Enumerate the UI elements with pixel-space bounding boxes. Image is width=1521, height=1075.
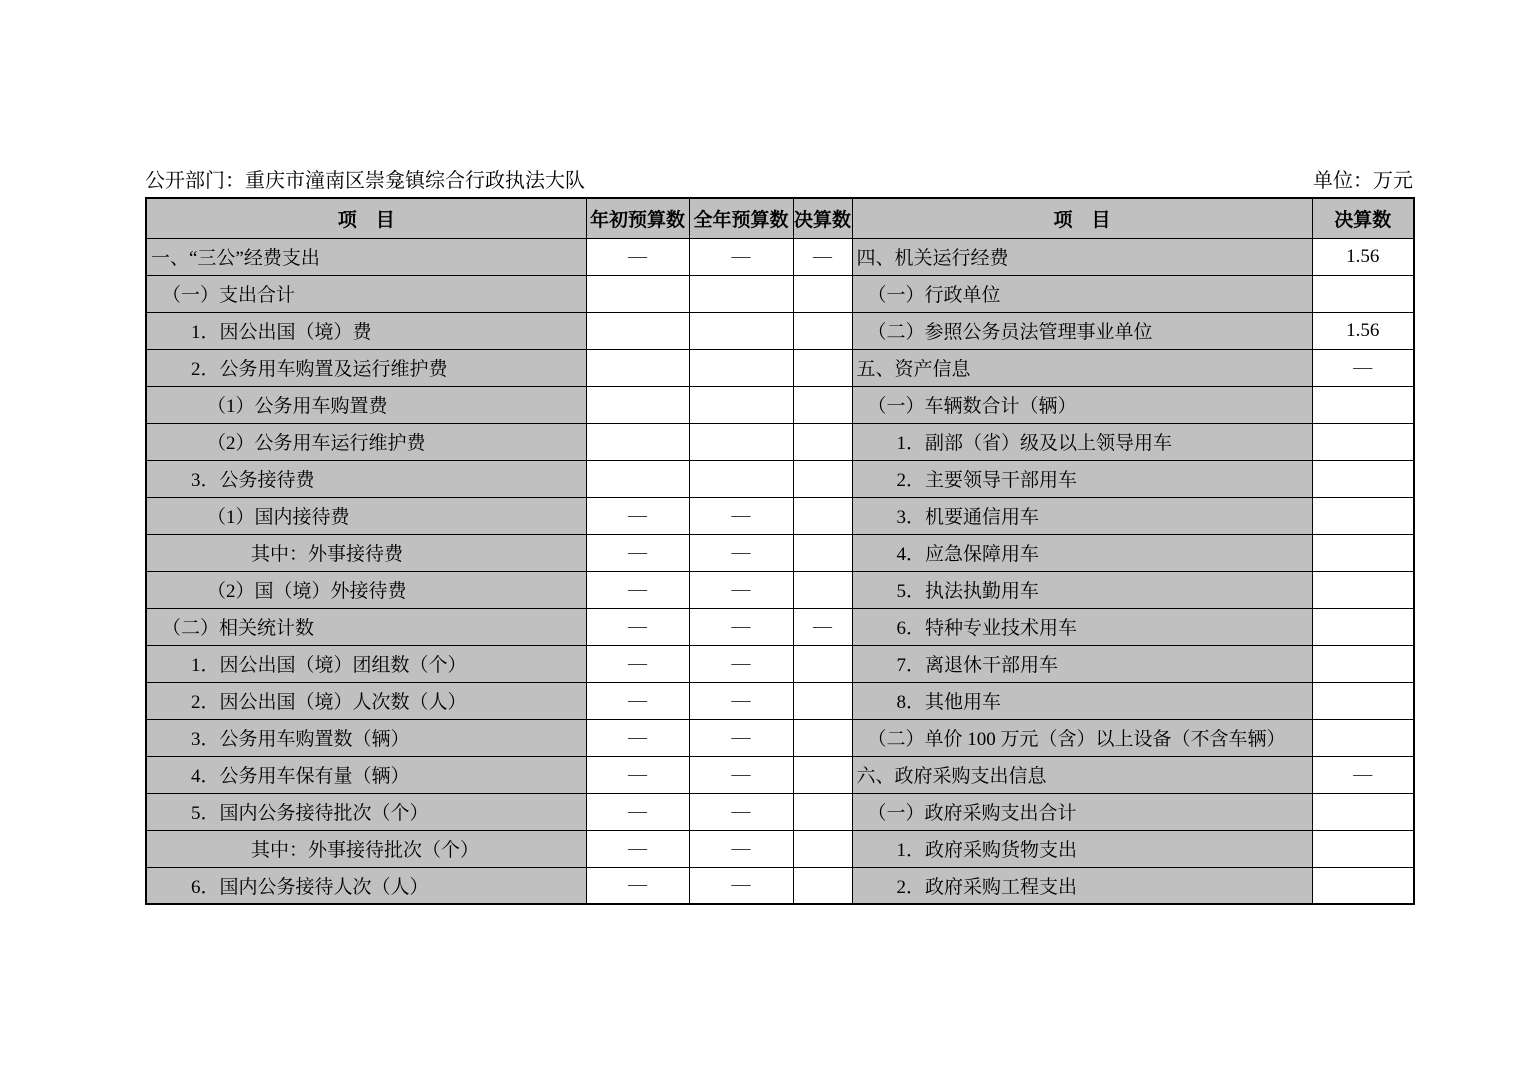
item-cell-left: 2．公务用车购置及运行维护费 (146, 349, 586, 386)
item-cell-left: （2）国（境）外接待费 (146, 571, 586, 608)
table-row (146, 719, 1414, 756)
item-cell-right: 4．应急保障用车 (852, 534, 1312, 571)
full-year-budget-cell: — (689, 830, 793, 867)
full-year-budget-cell (689, 423, 793, 460)
table-row (146, 460, 1414, 497)
item-cell-left: 3．公务接待费 (146, 460, 586, 497)
final-accounts-cell-right (1312, 867, 1414, 904)
final-accounts-cell (793, 386, 852, 423)
table-row (146, 238, 1414, 275)
final-accounts-cell (793, 719, 852, 756)
full-year-budget-cell: — (689, 645, 793, 682)
initial-budget-cell (586, 275, 689, 312)
full-year-budget-cell: — (689, 497, 793, 534)
item-cell-left: （2）公务用车运行维护费 (146, 423, 586, 460)
table-row (146, 497, 1414, 534)
final-accounts-cell-right (1312, 830, 1414, 867)
table-row (146, 534, 1414, 571)
final-accounts-cell-right (1312, 719, 1414, 756)
table-row (146, 682, 1414, 719)
initial-budget-cell (586, 460, 689, 497)
table-row (146, 608, 1414, 645)
header-row (146, 198, 1414, 238)
initial-budget-cell: — (586, 534, 689, 571)
initial-budget-cell: — (586, 756, 689, 793)
full-year-budget-cell: — (689, 719, 793, 756)
title-bar (145, 160, 1413, 194)
final-accounts-cell (793, 497, 852, 534)
item-cell-left: （1）公务用车购置费 (146, 386, 586, 423)
full-year-budget-cell: — (689, 608, 793, 645)
item-cell-left: 6．国内公务接待人次（人） (146, 867, 586, 904)
item-cell-right: （一）行政单位 (852, 275, 1312, 312)
initial-budget-cell: — (586, 238, 689, 275)
final-accounts-cell: — (793, 238, 852, 275)
unit-label: 单位：万元 (1313, 170, 1413, 192)
column-header-initial-budget: 年初预算数 (586, 198, 689, 238)
initial-budget-cell: — (586, 719, 689, 756)
final-accounts-cell-right (1312, 793, 1414, 830)
initial-budget-cell: — (586, 497, 689, 534)
table-row (146, 867, 1414, 904)
column-header-final-accounts-right: 决算数 (1312, 198, 1414, 238)
full-year-budget-cell (689, 386, 793, 423)
item-cell-right: （一）车辆数合计（辆） (852, 386, 1312, 423)
final-accounts-cell-right (1312, 423, 1414, 460)
item-cell-left: 2．因公出国（境）人次数（人） (146, 682, 586, 719)
item-cell-right: （二）单价 100 万元（含）以上设备（不含车辆） (852, 719, 1312, 756)
initial-budget-cell: — (586, 571, 689, 608)
budget-table (145, 197, 1415, 905)
initial-budget-cell (586, 349, 689, 386)
column-header-final-accounts: 决算数 (793, 198, 852, 238)
item-cell-right: 3．机要通信用车 (852, 497, 1312, 534)
full-year-budget-cell (689, 275, 793, 312)
full-year-budget-cell: — (689, 682, 793, 719)
full-year-budget-cell: — (689, 571, 793, 608)
department-label: 公开部门：重庆市潼南区崇龛镇综合行政执法大队 (145, 170, 585, 192)
item-cell-right: （二）参照公务员法管理事业单位 (852, 312, 1312, 349)
item-cell-left: （一）支出合计 (146, 275, 586, 312)
table-body (146, 238, 1414, 904)
column-header-item-right: 项 目 (852, 198, 1312, 238)
item-cell-right: 四、机关运行经费 (852, 238, 1312, 275)
table-row (146, 793, 1414, 830)
final-accounts-cell-right (1312, 682, 1414, 719)
table-header (146, 198, 1414, 238)
final-accounts-cell-right (1312, 534, 1414, 571)
final-accounts-cell-right (1312, 386, 1414, 423)
initial-budget-cell: — (586, 830, 689, 867)
initial-budget-cell (586, 312, 689, 349)
table-row (146, 312, 1414, 349)
item-cell-right: 2．主要领导干部用车 (852, 460, 1312, 497)
table-row (146, 756, 1414, 793)
final-accounts-cell (793, 423, 852, 460)
column-header-item-left: 项 目 (146, 198, 586, 238)
final-accounts-cell-right: 1.56 (1312, 238, 1414, 275)
initial-budget-cell: — (586, 793, 689, 830)
item-cell-left: 其中：外事接待费 (146, 534, 586, 571)
table-row (146, 386, 1414, 423)
initial-budget-cell: — (586, 682, 689, 719)
final-accounts-cell-right (1312, 460, 1414, 497)
item-cell-right: 7．离退休干部用车 (852, 645, 1312, 682)
full-year-budget-cell (689, 349, 793, 386)
final-accounts-cell-right (1312, 497, 1414, 534)
table-row (146, 275, 1414, 312)
final-accounts-cell-right (1312, 645, 1414, 682)
item-cell-left: 其中：外事接待批次（个） (146, 830, 586, 867)
item-cell-right: 2．政府采购工程支出 (852, 867, 1312, 904)
full-year-budget-cell: — (689, 756, 793, 793)
final-accounts-cell (793, 793, 852, 830)
final-accounts-cell (793, 830, 852, 867)
item-cell-left: 一、“三公”经费支出 (146, 238, 586, 275)
final-accounts-cell-right (1312, 608, 1414, 645)
initial-budget-cell: — (586, 608, 689, 645)
final-accounts-cell (793, 349, 852, 386)
final-accounts-cell-right (1312, 275, 1414, 312)
final-accounts-cell-right: — (1312, 756, 1414, 793)
item-cell-right: （一）政府采购支出合计 (852, 793, 1312, 830)
item-cell-right: 六、政府采购支出信息 (852, 756, 1312, 793)
final-accounts-cell-right: — (1312, 349, 1414, 386)
item-cell-right: 6．特种专业技术用车 (852, 608, 1312, 645)
table-row (146, 423, 1414, 460)
item-cell-right: 5．执法执勤用车 (852, 571, 1312, 608)
column-header-full-year-budget: 全年预算数 (689, 198, 793, 238)
final-accounts-cell (793, 534, 852, 571)
item-cell-left: （1）国内接待费 (146, 497, 586, 534)
initial-budget-cell: — (586, 645, 689, 682)
initial-budget-cell (586, 423, 689, 460)
table-row (146, 645, 1414, 682)
table-row (146, 830, 1414, 867)
item-cell-left: 4．公务用车保有量（辆） (146, 756, 586, 793)
final-accounts-cell (793, 682, 852, 719)
final-accounts-cell (793, 645, 852, 682)
final-accounts-cell (793, 571, 852, 608)
initial-budget-cell: — (586, 867, 689, 904)
final-accounts-cell (793, 756, 852, 793)
final-accounts-cell (793, 867, 852, 904)
full-year-budget-cell: — (689, 793, 793, 830)
table-row (146, 349, 1414, 386)
final-accounts-cell-right: 1.56 (1312, 312, 1414, 349)
full-year-budget-cell (689, 312, 793, 349)
item-cell-right: 五、资产信息 (852, 349, 1312, 386)
initial-budget-cell (586, 386, 689, 423)
item-cell-right: 1．副部（省）级及以上领导用车 (852, 423, 1312, 460)
item-cell-left: 1．因公出国（境）费 (146, 312, 586, 349)
item-cell-left: 3．公务用车购置数（辆） (146, 719, 586, 756)
final-accounts-cell (793, 312, 852, 349)
final-accounts-cell (793, 275, 852, 312)
item-cell-left: 1．因公出国（境）团组数（个） (146, 645, 586, 682)
table-row (146, 571, 1414, 608)
item-cell-left: 5．国内公务接待批次（个） (146, 793, 586, 830)
full-year-budget-cell (689, 460, 793, 497)
full-year-budget-cell: — (689, 867, 793, 904)
final-accounts-cell (793, 460, 852, 497)
item-cell-right: 1．政府采购货物支出 (852, 830, 1312, 867)
full-year-budget-cell: — (689, 534, 793, 571)
final-accounts-cell-right (1312, 571, 1414, 608)
item-cell-left: （二）相关统计数 (146, 608, 586, 645)
full-year-budget-cell: — (689, 238, 793, 275)
item-cell-right: 8．其他用车 (852, 682, 1312, 719)
final-accounts-cell: — (793, 608, 852, 645)
